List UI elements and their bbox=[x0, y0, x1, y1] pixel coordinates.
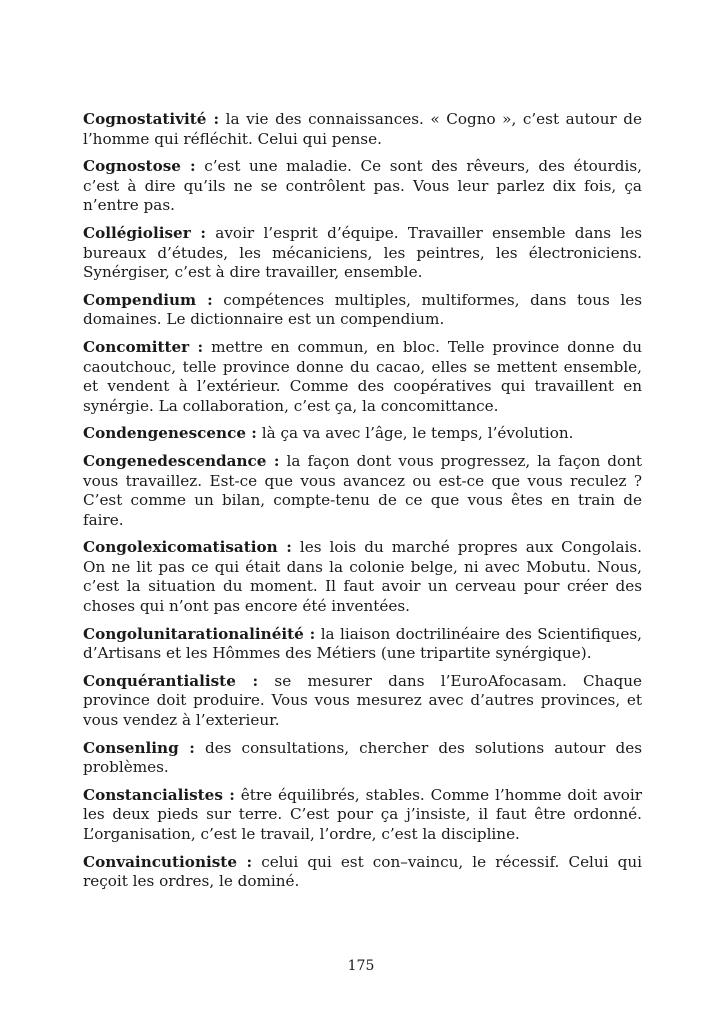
entry-congolexicomatisation bbox=[83, 538, 642, 616]
entry-concomitter bbox=[83, 338, 642, 416]
entry-term: Congolexicomatisation : bbox=[83, 538, 292, 557]
entry-definition: les lois du marché propres aux Congolais. On ne lit pas ce qui était dans la colonie belge, ni avec Mobutu. Nous, c’est la situation du moment. Il faut avoir un cerveau pour créer des choses qui n’ont pas encore été inventées. bbox=[83, 538, 642, 616]
entry-cognostativite bbox=[83, 110, 642, 149]
entry-term: Constancialistes : bbox=[83, 785, 235, 804]
entry-definition: là ça va avec l’âge, le temps, l’évolution. bbox=[261, 424, 574, 443]
entry-definition: mettre en commun, en bloc. Telle province donne du caoutchouc, telle province donne du cacao, elles se mettent ensemble, et vendent à l’extérieur. Comme des coopératives qui travaillent en synérgie. La collaboration, c’est ça, la concomittance. bbox=[83, 337, 642, 415]
entry-convaincutioniste bbox=[83, 853, 642, 892]
entry-definition: la façon dont vous progressez, la façon dont vous travaillez. Est-ce que vous avancez ou est-ce que vous reculez ? C’est comme un bilan, compte-tenu de ce que vous êtes en train de faire. bbox=[83, 451, 642, 529]
entry-term: Convaincutioniste : bbox=[83, 852, 253, 871]
entry-term: Cognostose : bbox=[83, 157, 196, 176]
entry-congolunitarationalineite bbox=[83, 625, 642, 664]
entry-definition: celui qui est con–vaincu, le récessif. Celui qui reçoit les ordres, le dominé. bbox=[83, 852, 643, 891]
entry-term: Collégioliser : bbox=[83, 223, 207, 242]
entry-definition: compétences multiples, multiformes, dans tous les domaines. Le dictionnaire est un compendium. bbox=[83, 290, 643, 329]
entry-definition: être équilibrés, stables. Comme l’homme doit avoir les deux pieds sur terre. C’est pour ça j’insiste, il faut être ordonné. L’organisation, c’est le travail, l’ordre, c’est la discipline. bbox=[83, 785, 643, 843]
page-number: 175 bbox=[347, 958, 375, 974]
entry-congenedescendance bbox=[83, 452, 642, 530]
entry-term: Compendium : bbox=[83, 290, 213, 309]
entry-consenling bbox=[83, 739, 642, 778]
entry-conquerantialiste bbox=[83, 672, 642, 731]
entry-definition: c’est une maladie. Ce sont des rêveurs, des étourdis, c’est à dire qu’ils ne se contrôlent pas. Vous leur parlez dix fois, ça n’entre pas. bbox=[83, 157, 642, 215]
entry-term: Conquérantialiste : bbox=[83, 671, 259, 690]
entry-term: Condengenescence : bbox=[83, 424, 257, 443]
entry-definition: la liaison doctrilinéaire des Scientifiques, d’Artisans et les Hômmes des Métiers (une tripartite synérgique). bbox=[83, 624, 642, 663]
entry-term: Congenedescendance : bbox=[83, 451, 280, 470]
entry-collegioliser bbox=[83, 224, 642, 283]
entry-condengenescence bbox=[83, 424, 642, 444]
entry-term: Consenling : bbox=[83, 738, 195, 757]
entry-compendium bbox=[83, 291, 642, 330]
entry-term: Congolunitarationalinéité : bbox=[83, 624, 316, 643]
document-body bbox=[83, 110, 642, 900]
entry-term: Cognostativité : bbox=[83, 110, 220, 128]
entry-cognostose bbox=[83, 157, 642, 216]
entry-constancialistes bbox=[83, 786, 642, 845]
entry-definition: la vie des connaissances. « Cogno », c’est autour de l’homme qui réfléchit. Celui qui pense. bbox=[83, 110, 642, 148]
entry-definition: avoir l’esprit d’équipe. Travailler ensemble dans les bureaux d’études, les mécaniciens, les peintres, les électroniciens. Synérgiser, c’est à dire travailler, ensemble. bbox=[83, 223, 643, 282]
entry-definition: des consultations, chercher des solutions autour des problèmes. bbox=[83, 738, 642, 777]
entry-definition: se mesurer dans l’EuroAfocasam. Chaque province doit produire. Vous vous mesurez avec d’autres provinces, et vous vendez à l’exterieur. bbox=[83, 671, 642, 730]
entry-term: Concomitter : bbox=[83, 337, 204, 356]
